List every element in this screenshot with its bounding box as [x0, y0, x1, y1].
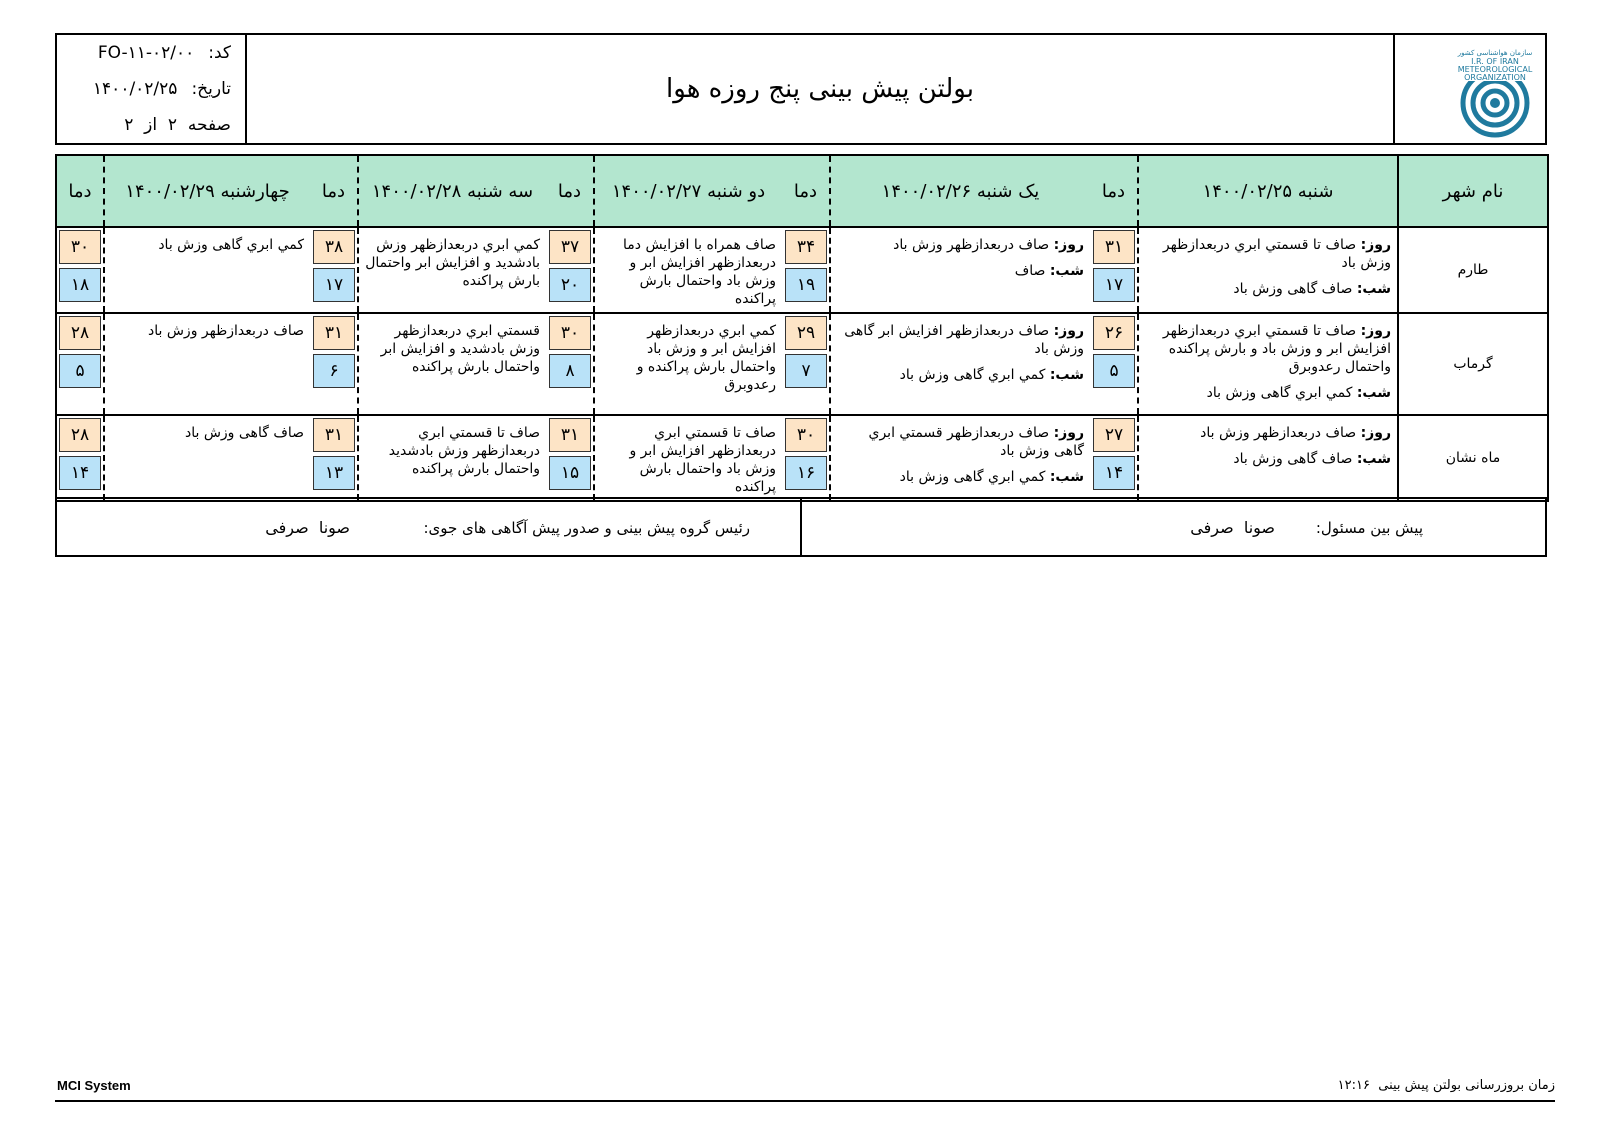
temperature-cell [782, 313, 830, 415]
temp-header-2: دما [782, 155, 830, 227]
temp-header-4: دما [310, 155, 358, 227]
temp-header-5: دما [56, 155, 104, 227]
forecaster-name: صونا صرفی [1190, 518, 1275, 537]
day-forecast: صاف تا قسمتي ابري دربعدازظهر وزش باد [1162, 237, 1391, 271]
night-forecast: صاف گاهی وزش باد [1233, 451, 1353, 467]
min-temp: ۶ [313, 354, 355, 388]
city-name: ماه نشان [1398, 415, 1548, 501]
day-header-1: شنبه ۱۴۰۰/۰۲/۲۵ [1138, 155, 1398, 227]
day-label: روز: [1360, 237, 1391, 253]
min-temp: ۱۹ [785, 268, 827, 302]
day-forecast: صاف دربعدازظهر وزش باد [893, 237, 1050, 253]
table-row [56, 415, 1548, 501]
day-forecast: صاف دربعدازظهر افزایش ابر گاهی وزش باد [844, 323, 1084, 357]
temperature-cell [546, 415, 594, 501]
night-label: شب: [1049, 367, 1084, 383]
min-temp: ۵ [1093, 354, 1135, 388]
night-label: شب: [1356, 385, 1391, 401]
temperature-cell [1090, 415, 1138, 501]
code-row [71, 43, 231, 63]
forecast-cell: صاف گاهی وزش باد [104, 415, 310, 501]
temperature-cell [56, 227, 104, 313]
date-label: تاریخ: [191, 79, 231, 99]
code-value: FO-۱۱-۰۲/۰۰ [97, 43, 195, 63]
max-temp: ۲۸ [59, 418, 101, 452]
city-name: گرماب [1398, 313, 1548, 415]
min-temp: ۱۷ [1093, 268, 1135, 302]
min-temp: ۲۰ [549, 268, 591, 302]
temp-header-3: دما [546, 155, 594, 227]
min-temp: ۵ [59, 354, 101, 388]
forecast-cell: صاف تا قسمتي ابري دربعدازظهر وزش بادشدید واحتمال بارش پراکنده [358, 415, 546, 501]
night-label: شب: [1049, 469, 1084, 485]
max-temp: ۳۱ [1093, 230, 1135, 264]
page-row [71, 115, 231, 135]
temperature-cell [310, 227, 358, 313]
table-header-row [56, 155, 1548, 227]
day-header-5: چهارشنبه ۱۴۰۰/۰۲/۲۹ [104, 155, 310, 227]
bulletin-header [55, 33, 1547, 145]
signature-block [55, 497, 1547, 557]
document-meta [57, 35, 247, 143]
min-temp: ۱۴ [1093, 456, 1135, 490]
meteorological-organization-logo-icon [1400, 41, 1540, 141]
logo-text-3: ORGANIZATION [1464, 73, 1526, 82]
night-forecast: صاف [1014, 263, 1046, 279]
day-forecast: صاف دربعدازظهر وزش باد [1200, 425, 1357, 441]
temperature-cell [310, 415, 358, 501]
day-header-4: سه شنبه ۱۴۰۰/۰۲/۲۸ [358, 155, 546, 227]
max-temp: ۳۱ [549, 418, 591, 452]
day-forecast: صاف تا قسمتي ابري دربعدازظهر افزایش ابر و وزش باد و بارش پراکنده واحتمال رعدوبرق [1162, 323, 1391, 375]
forecast-cell: قسمتي ابري دربعدازظهر وزش بادشدید و افزایش ابر واحتمال بارش پراکنده [358, 313, 546, 415]
night-forecast: کمي ابري گاهی وزش باد [1206, 385, 1353, 401]
day-forecast: صاف دربعدازظهر قسمتي ابري گاهی وزش باد [868, 425, 1084, 459]
night-forecast: کمي ابري گاهی وزش باد [899, 367, 1046, 383]
head-label: رئیس گروه پیش بینی و صدور پیش آگاهی های جوی: [423, 519, 750, 537]
forecast-cell: کمي ابري دربعدازظهر افزایش ابر و وزش باد واحتمال بارش پراکنده و رعدوبرق [594, 313, 782, 415]
head-name: صونا صرفی [265, 518, 350, 537]
page-number: صفحه ۲ از ۲ [124, 115, 231, 135]
table-row [56, 227, 1548, 313]
temperature-cell [310, 313, 358, 415]
day-label: روز: [1053, 425, 1084, 441]
temperature-cell [546, 227, 594, 313]
night-label: شب: [1049, 263, 1084, 279]
forecast-cell [1138, 313, 1398, 415]
max-temp: ۳۱ [313, 418, 355, 452]
city-name: طارم [1398, 227, 1548, 313]
min-temp: ۱۴ [59, 456, 101, 490]
forecast-cell: صاف دربعدازظهر وزش باد [104, 313, 310, 415]
forecast-cell: صاف همراه با افزایش دما دربعدازظهر افزایش ابر و وزش باد واحتمال بارش پراکنده [594, 227, 782, 313]
update-time: زمان بروزرسانی بولتن پیش بینی ۱۲:۱۶ [1337, 1078, 1555, 1093]
forecaster-section [800, 499, 1545, 555]
max-temp: ۳۸ [313, 230, 355, 264]
night-label: شب: [1356, 281, 1391, 297]
max-temp: ۲۷ [1093, 418, 1135, 452]
night-forecast: صاف گاهی وزش باد [1233, 281, 1353, 297]
temperature-cell [1090, 227, 1138, 313]
max-temp: ۳۰ [785, 418, 827, 452]
logo [1393, 35, 1545, 143]
head-section [57, 499, 800, 555]
max-temp: ۳۱ [313, 316, 355, 350]
day-label: روز: [1360, 323, 1391, 339]
forecast-cell: صاف تا قسمتي ابري دربعدازظهر افزایش ابر و وزش باد واحتمال بارش پراکنده [594, 415, 782, 501]
temperature-cell [56, 415, 104, 501]
forecast-cell [1138, 227, 1398, 313]
min-temp: ۱۸ [59, 268, 101, 302]
forecast-cell [830, 415, 1090, 501]
page-footer [55, 1078, 1555, 1102]
forecast-cell: کمي ابري گاهی وزش باد [104, 227, 310, 313]
page-title: بولتن پیش بینی پنج روزه هوا [666, 74, 974, 104]
night-forecast: کمي ابري گاهی وزش باد [899, 469, 1046, 485]
logo-text-1: I.R. OF IRAN [1471, 57, 1519, 66]
forecaster-label: پیش بین مسئول: [1315, 519, 1423, 537]
max-temp: ۳۷ [549, 230, 591, 264]
max-temp: ۳۰ [549, 316, 591, 350]
city-column-header: نام شهر [1398, 155, 1548, 227]
min-temp: ۱۶ [785, 456, 827, 490]
min-temp: ۱۵ [549, 456, 591, 490]
day-label: روز: [1360, 425, 1391, 441]
day-label: روز: [1053, 237, 1084, 253]
min-temp: ۱۳ [313, 456, 355, 490]
max-temp: ۲۶ [1093, 316, 1135, 350]
min-temp: ۸ [549, 354, 591, 388]
date-value: ۱۴۰۰/۰۲/۲۵ [92, 79, 178, 99]
forecast-table [55, 154, 1549, 502]
code-label: کد: [208, 43, 231, 63]
max-temp: ۳۰ [59, 230, 101, 264]
temperature-cell [1090, 313, 1138, 415]
temp-header-1: دما [1090, 155, 1138, 227]
night-label: شب: [1356, 451, 1391, 467]
temperature-cell [56, 313, 104, 415]
temperature-cell [782, 415, 830, 501]
min-temp: ۷ [785, 354, 827, 388]
date-row [71, 79, 231, 99]
system-name: MCI System [57, 1078, 131, 1093]
temperature-cell [546, 313, 594, 415]
day-header-2: یک شنبه ۱۴۰۰/۰۲/۲۶ [830, 155, 1090, 227]
min-temp: ۱۷ [313, 268, 355, 302]
forecast-cell [830, 227, 1090, 313]
forecast-cell: کمي ابري دربعدازظهر وزش بادشدید و افزایش ابر واحتمال بارش پراکنده [358, 227, 546, 313]
max-temp: ۲۸ [59, 316, 101, 350]
forecast-cell [1138, 415, 1398, 501]
logo-text-fa: سازمان هواشناسی کشور [1457, 49, 1533, 57]
day-label: روز: [1053, 323, 1084, 339]
max-temp: ۲۹ [785, 316, 827, 350]
day-header-3: دو شنبه ۱۴۰۰/۰۲/۲۷ [594, 155, 782, 227]
forecast-cell [830, 313, 1090, 415]
table-row [56, 313, 1548, 415]
max-temp: ۳۴ [785, 230, 827, 264]
temperature-cell [782, 227, 830, 313]
logo-text-2: METEOROLOGICAL [1457, 65, 1533, 74]
